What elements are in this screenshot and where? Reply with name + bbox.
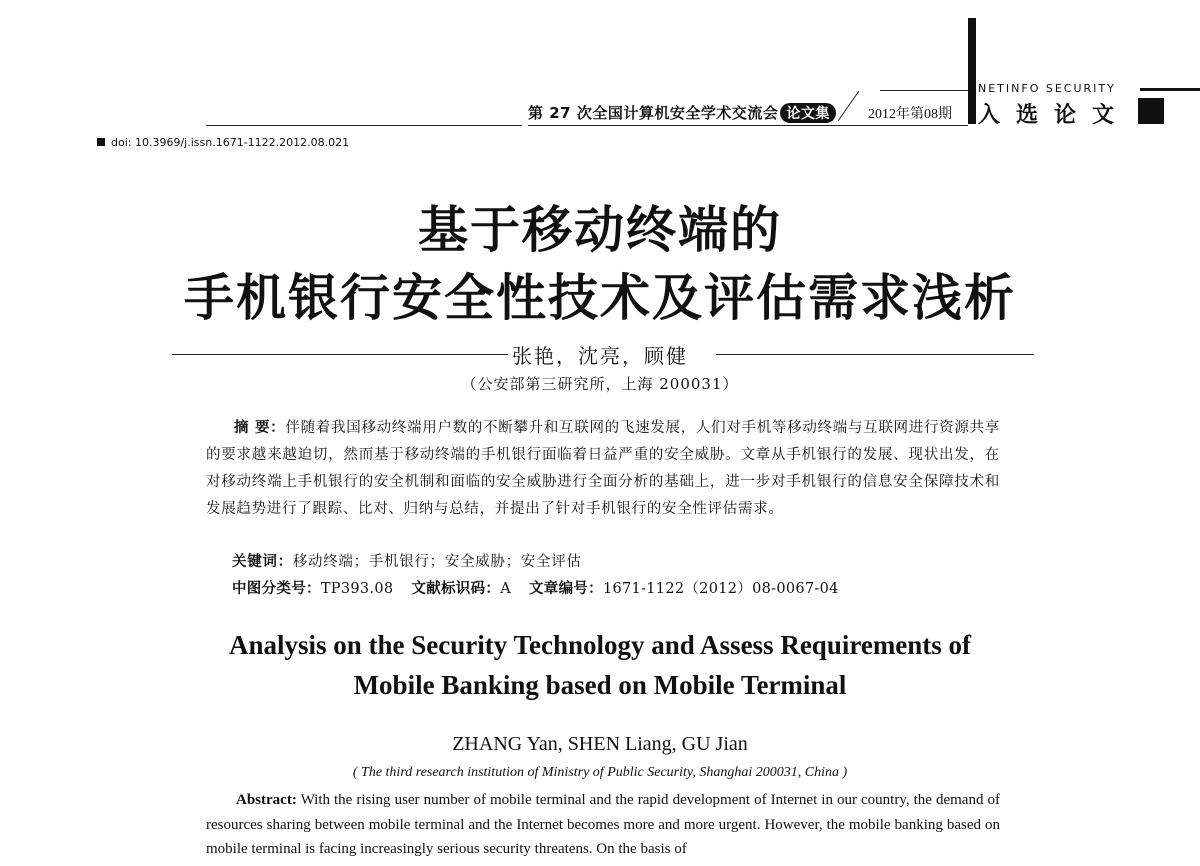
- cn-title-line2: 手机银行安全性技术及评估需求浅析: [184, 268, 1016, 327]
- square-bullet-icon: [97, 138, 105, 146]
- en-abstract-text: With the rising user number of mobile terminal and the rapid development of Internet in our country, the demand of resources sharing between mobile terminal and the Internet becomes more and more urgent. However, the mobile banking based on mobile terminal is facing increasingly serious security threatens. On the basis of: [206, 792, 1000, 857]
- conference-name: [528, 102, 836, 123]
- header-rule-left: [206, 125, 522, 126]
- en-affiliation: ( The third research institution of Ministry of Public Security, Shanghai 200031, China ): [352, 765, 848, 780]
- en-abstract-label: Abstract:: [236, 792, 297, 808]
- header-slash: [838, 91, 859, 121]
- doi-line: [97, 136, 349, 149]
- journal-rule: [1140, 88, 1200, 91]
- issue-number: 2012年第08期: [868, 107, 952, 122]
- conference-text: 第 27 次全国计算机安全学术交流会: [528, 104, 779, 122]
- doi-text: doi: 10.3969/j.issn.1671-1122.2012.08.021: [111, 136, 350, 149]
- cn-keywords-label: 关键词：: [232, 554, 293, 570]
- proceedings-badge: 论文集: [780, 103, 836, 123]
- en-abstract: [206, 788, 1000, 862]
- article-no-value: 1671-1122（2012）08-0067-04: [602, 581, 839, 597]
- cn-abstract-label: 摘 要：: [234, 420, 286, 436]
- journal-name: NETINFO SECURITY: [978, 82, 1116, 95]
- cn-keywords: [232, 550, 582, 571]
- en-title-line2: Mobile Banking based on Mobile Terminal: [353, 670, 847, 700]
- en-authors: ZHANG Yan, SHEN Liang, GU Jian: [452, 733, 748, 755]
- cn-keywords-text: 移动终端；手机银行；安全威胁；安全评估: [292, 554, 582, 570]
- cn-classification: [232, 577, 839, 598]
- cn-abstract-text: 伴随着我国移动终端用户数的不断攀升和互联网的飞速发展，人们对手机等移动终端与互联网进行资源共享的要求越来越迫切，然而基于移动终端的手机银行面临着日益严重的安全威胁。文章从手机银行的发展、现状出发，在对移动终端上手机银行的安全机制和面临的安全威胁进行全面分析的基础上，进一步对手机银行的信息安全保障技术和发展趋势进行了跟踪、比对、归纳与总结，并提出了针对手机银行的安全性评估需求。: [206, 420, 1000, 517]
- header-vertical-bar: [968, 18, 976, 124]
- header-rule-right: [528, 125, 968, 126]
- clc-value: TP393.08: [320, 581, 394, 597]
- header-rule-top: [880, 90, 968, 91]
- section-block: [1138, 98, 1164, 124]
- section-label: 入选论文: [978, 103, 1131, 128]
- doccode-value: A: [500, 581, 511, 597]
- doccode-label: 文献标识码：: [411, 581, 501, 597]
- clc-label: 中图分类号：: [232, 581, 321, 597]
- cn-affiliation: （公安部第三研究所，上海 200031）: [461, 375, 739, 393]
- cn-authors: 张艳，沈亮，顾健: [512, 344, 688, 368]
- cn-abstract: [206, 415, 1000, 523]
- en-title-line1: Analysis on the Security Technology and Assess Requirements of: [228, 630, 972, 660]
- article-no-label: 文章编号：: [528, 581, 603, 597]
- cn-title-line1: 基于移动终端的: [418, 200, 782, 259]
